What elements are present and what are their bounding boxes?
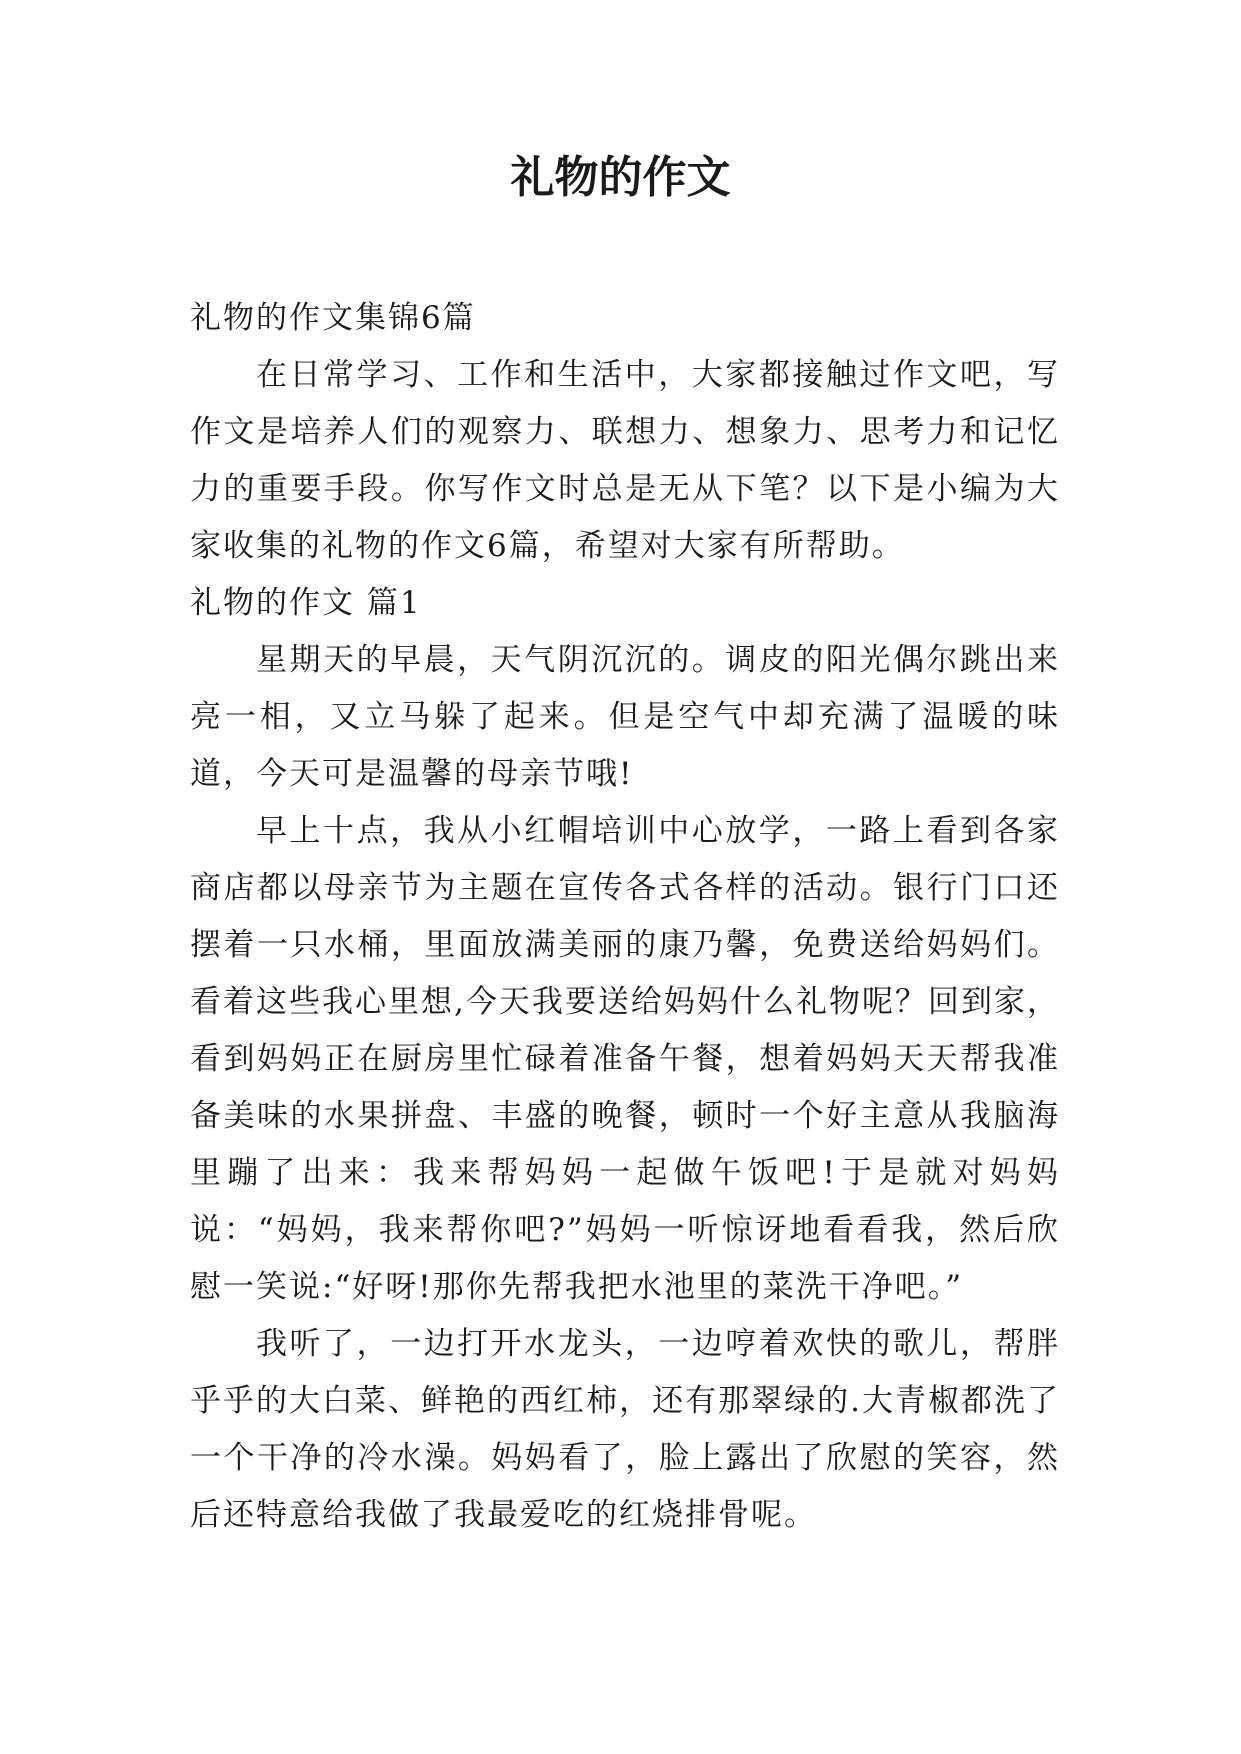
body-paragraph: 星期天的早晨，天气阴沉沉的。调皮的阳光偶尔跳出来亮一相，又立马躲了起来。但是空气中却充满了温暖的味道，今天可是温馨的母亲节哦! — [190, 642, 1060, 792]
document-subtitle: 礼物的作文集锦6篇 — [190, 300, 476, 336]
document-title: 礼物的作文 — [510, 152, 731, 203]
intro-paragraph: 在日常学习、工作和生活中，大家都接触过作文吧，写作文是培养人们的观察力、联想力、想象力、思考力和记忆力的重要手段。你写作文时总是无从下笔？以下是小编为大家收集的礼物的作文6篇，希望对大家有所帮助。 — [190, 357, 1060, 564]
body-paragraph: 我听了，一边打开水龙头，一边哼着欢快的歌儿，帮胖乎乎的大白菜、鲜艳的西红柿，还有那翠绿的.大青椒都洗了一个干净的冷水澡。妈妈看了，脸上露出了欣慰的笑容，然后还特意给我做了我最爱吃的红烧排骨呢。 — [190, 1326, 1060, 1533]
document-body — [190, 290, 1060, 1544]
section-heading: 礼物的作文 篇1 — [190, 585, 422, 621]
body-paragraph: 早上十点，我从小红帽培训中心放学，一路上看到各家商店都以母亲节为主题在宣传各式各样的活动。银行门口还摆着一只水桶，里面放满美丽的康乃馨，免费送给妈妈们。看着这些我心里想,今天我要送给妈妈什么礼物呢？回到家，看到妈妈正在厨房里忙碌着准备午餐，想着妈妈天天帮我准备美味的水果拼盘、丰盛的晚餐，顿时一个好主意从我脑海里蹦了出来：我来帮妈妈一起做午饭吧!于是就对妈妈说：“妈妈，我来帮你吧?”妈妈一听惊讶地看看我，然后欣慰一笑说:“好呀!那你先帮我把水池里的菜洗干净吧。” — [190, 813, 1060, 1305]
